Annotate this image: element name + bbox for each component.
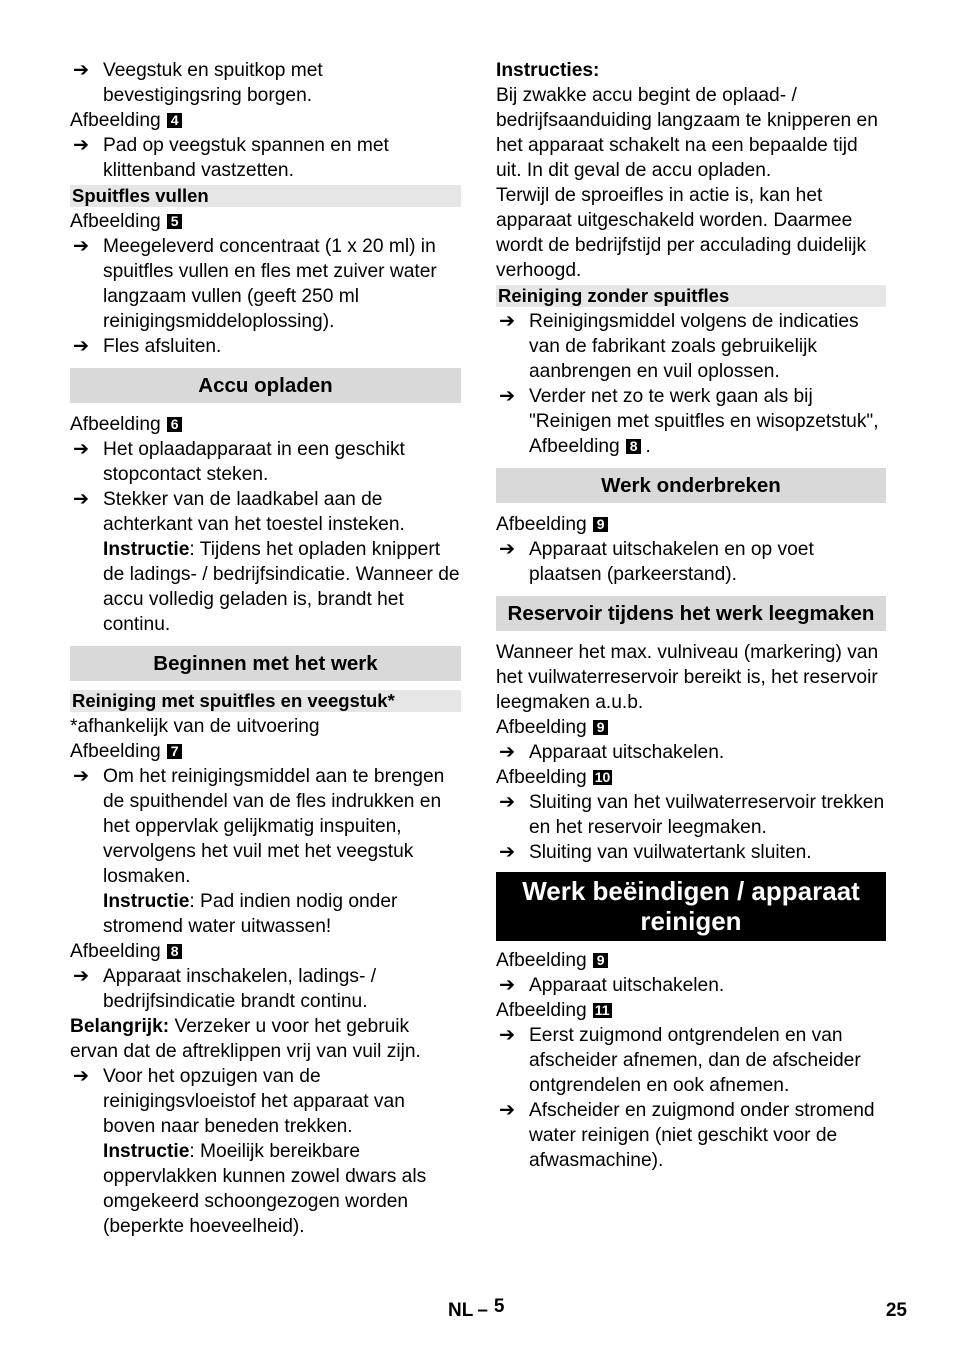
figure-number-badge: 8 [167,944,183,959]
footnote-text: *afhankelijk van de uitvoering [70,716,320,737]
right-arrow-icon: ➔ [499,742,516,763]
figure-number-badge: 5 [167,214,183,229]
right-arrow-icon: ➔ [499,311,516,332]
right-arrow-icon: ➔ [499,1025,516,1046]
step-text: Veegstuk en spuitkop met bevestigingsring borgen. [103,60,323,106]
language-code: NL [448,1300,474,1321]
figure-reference [70,108,461,133]
figure-label: Afbeelding [70,211,161,232]
section-heading: Accu opladen [70,368,461,403]
right-arrow-icon: ➔ [73,236,90,257]
right-arrow-icon: ➔ [499,386,516,407]
paragraph: Wanneer het max. vulniveau (markering) van het vuilwaterreservoir bereikt is, het reservoir leegmaken a.u.b. [496,642,879,713]
figure-reference [496,765,886,790]
right-arrow-icon: ➔ [499,842,516,863]
list-item [70,334,461,359]
note-label: Instructie [103,891,190,912]
step-text: Apparaat inschakelen, ladings- / bedrijfsindicatie brandt continu. [103,966,377,1012]
right-arrow-icon: ➔ [499,975,516,996]
figure-number-badge: 7 [167,744,183,759]
figure-label: Afbeelding [70,414,161,435]
footer-section-label [448,1298,504,1323]
important-text: Verzeker u voor het gebruik ervan dat de aftreklippen vrij van vuil zijn. [70,1016,421,1062]
step-text: Om het reinigingsmiddel aan te brengen de spuithendel van de fles indrukken en het oppervlak gelijkmatig inspuiten, vervolgens het vuil met het veegstuk losmaken. [103,766,445,887]
subsection-heading: Spuitfles vullen [70,185,461,207]
step-text: Apparaat uitschakelen en op voet plaatsen (parkeerstand). [529,539,814,585]
period: . [645,436,651,457]
figure-label: Afbeelding [496,767,587,788]
figure-reference [70,739,461,764]
list-item [496,384,886,459]
note-text: : Moeilijk bereikbare oppervlakken kunnen zowel dwars als omgekeerd schoongezogen worden (beperkte hoeveelheid). [103,1141,427,1237]
list-item [496,1023,886,1098]
important-label: Belangrijk: [70,1016,170,1037]
figure-reference [70,939,461,964]
instruction-note [70,537,461,637]
figure-label: Afbeelding [496,514,587,535]
figure-reference [496,998,886,1023]
figure-number-badge: 6 [167,417,183,432]
page-number: 25 [885,1300,907,1321]
list-item [70,133,461,183]
step-text: Fles afsluiten. [103,336,222,357]
figure-label: Afbeelding [496,1000,587,1021]
list-item [70,764,461,889]
step-text: Pad op veegstuk spannen en met klittenband vastzetten. [103,135,389,181]
right-arrow-icon: ➔ [499,792,516,813]
figure-reference [496,715,886,740]
note-text: : Tijdens het opladen knippert de ladings- / bedrijfsindicatie. Wanneer de accu volledig geladen is, brandt het continu. [103,539,460,635]
step-text: Eerst zuigmond ontgrendelen en van afscheider afnemen, dan de afscheider ontgrendelen en ook afnemen. [529,1025,861,1096]
figure-number-badge: 9 [593,517,609,532]
note-label: Instructie [103,539,190,560]
figure-number-badge: 4 [167,113,183,128]
right-column [496,58,886,1173]
right-arrow-icon: ➔ [499,1100,516,1121]
step-text: Meegeleverd concentraat (1 x 20 ml) in spuitfles vullen en fles met zuiver water langzaam vullen (geeft 250 ml reinigingsmiddeloplossing). [103,236,437,332]
right-arrow-icon: ➔ [73,766,90,787]
right-arrow-icon: ➔ [499,539,516,560]
figure-number-badge: 8 [626,439,642,454]
figure-number-badge: 9 [593,953,609,968]
list-item [70,1064,461,1139]
right-arrow-icon: ➔ [73,439,90,460]
right-arrow-icon: ➔ [73,966,90,987]
section-heading: Werk onderbreken [496,468,886,503]
instruction-note [70,1139,461,1239]
list-item [496,840,886,865]
instruction-note [70,889,461,939]
figure-label: Afbeelding [496,950,587,971]
chapter-heading: Werk beëindigen / apparaat reinigen [496,872,886,941]
step-text: Verder net zo te werk gaan als bij "Reinigen met spuitfles en wisopzetstuk", Afbeelding [529,386,879,457]
important-note [70,1014,461,1064]
instructions-heading: Instructies: [496,60,600,81]
right-arrow-icon: ➔ [73,135,90,156]
figure-label: Afbeelding [496,717,587,738]
right-arrow-icon: ➔ [73,336,90,357]
list-item [496,740,886,765]
list-item [496,537,886,587]
section-heading: Beginnen met het werk [70,646,461,681]
right-arrow-icon: ➔ [73,1066,90,1087]
paragraph: Terwijl de sproeifles in actie is, kan het apparaat uitgeschakeld worden. Daarmee wordt de bedrijfstijd per acculading duidelijk verhoogd. [496,185,867,281]
subsection-heading: Reiniging zonder spuitfles [496,285,886,307]
figure-number-badge: 9 [593,720,609,735]
step-text: Apparaat uitschakelen. [529,975,725,996]
list-item [496,309,886,384]
figure-label: Afbeelding [70,941,161,962]
step-text: Het oplaadapparaat in een geschikt stopcontact steken. [103,439,405,485]
step-text: Sluiting van het vuilwaterreservoir trekken en het reservoir leegmaken. [529,792,885,838]
step-text: Reinigingsmiddel volgens de indicaties van de fabrikant zoals gebruikelijk aanbrengen en vuil oplossen. [529,311,859,382]
step-text: Sluiting van vuilwatertank sluiten. [529,842,812,863]
subsection-heading: Reiniging met spuitfles en veegstuk* [70,690,461,712]
footer-dash: – [477,1300,488,1321]
list-item [70,487,461,537]
step-text: Afscheider en zuigmond onder stromend water reinigen (niet geschikt voor de afwasmachine). [529,1100,875,1171]
step-text: Stekker van de laadkabel aan de achterkant van het toestel insteken. [103,489,405,535]
list-item [496,973,886,998]
step-text: Voor het opzuigen van de reinigingsvloeistof het apparaat van boven naar beneden trekken. [103,1066,405,1137]
section-heading: Reservoir tijdens het werk leegmaken [496,596,886,631]
figure-reference [70,412,461,437]
note-text: : Pad indien nodig onder stromend water uitwassen! [103,891,398,937]
figure-reference [496,512,886,537]
list-item [70,234,461,334]
list-item [70,964,461,1014]
figure-label: Afbeelding [70,741,161,762]
list-item [70,58,461,108]
right-arrow-icon: ➔ [73,60,90,81]
figure-reference [496,948,886,973]
note-label: Instructie [103,1141,190,1162]
figure-number-badge: 10 [594,769,611,785]
list-item [496,1098,886,1173]
step-text: Apparaat uitschakelen. [529,742,725,763]
left-column [70,58,461,1239]
list-item [496,790,886,840]
figure-number-badge: 11 [594,1002,610,1018]
right-arrow-icon: ➔ [73,489,90,510]
list-item [70,437,461,487]
paragraph: Bij zwakke accu begint de oplaad- / bedrijfsaanduiding langzaam te knipperen en het apparaat schakelt na een bepaalde tijd uit. In dit geval de accu opladen. [496,85,878,181]
section-page-number: 5 [493,1296,505,1317]
figure-reference [70,209,461,234]
figure-label: Afbeelding [70,110,161,131]
